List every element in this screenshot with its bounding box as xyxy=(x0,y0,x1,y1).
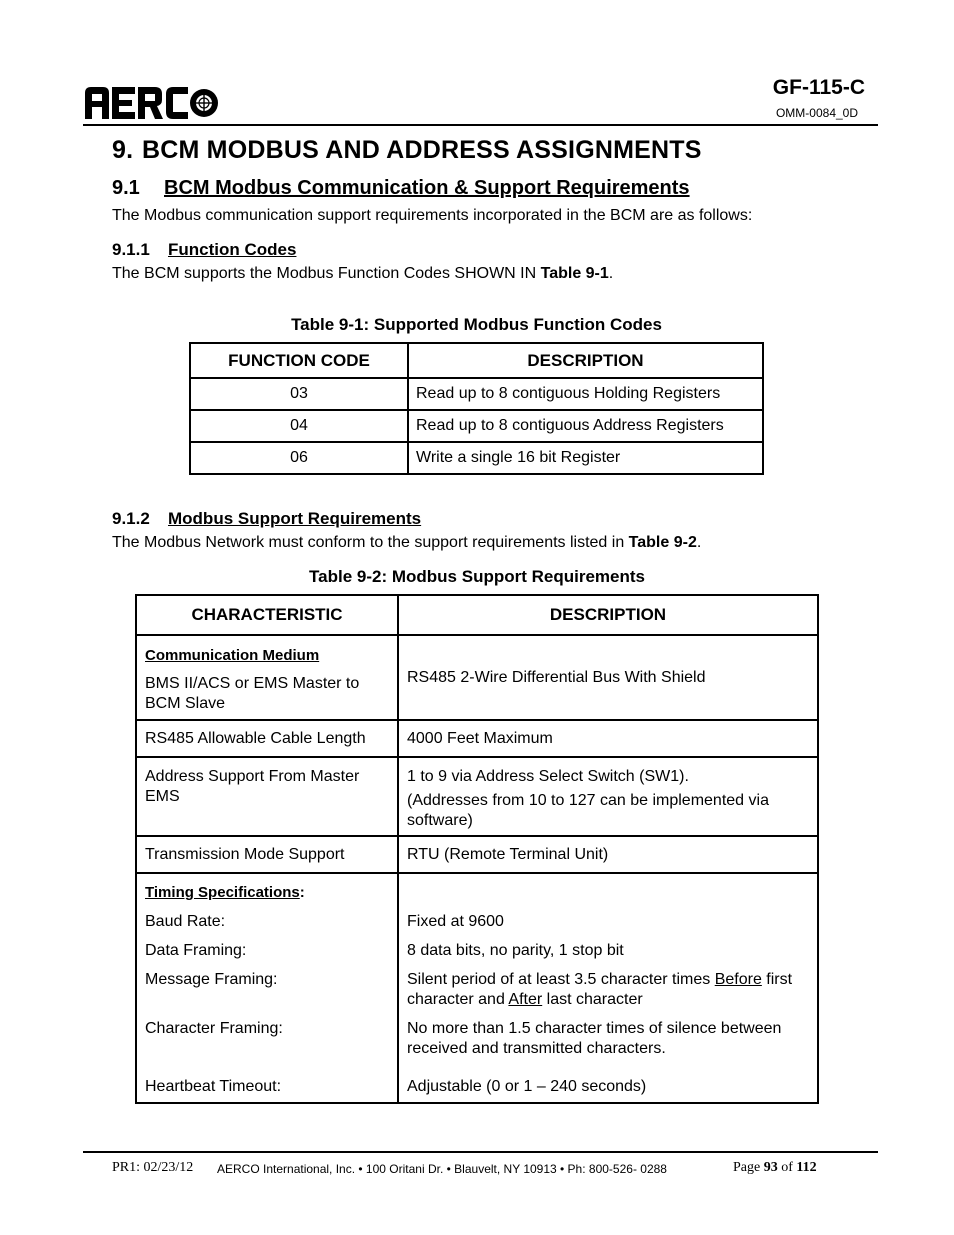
support-requirements-paragraph xyxy=(112,534,701,552)
description-cell: Read up to 8 contiguous Address Registers xyxy=(408,410,763,442)
table-row xyxy=(136,635,818,720)
paragraph-text: The BCM supports the Modbus Function Codes SHOWN IN xyxy=(112,265,541,282)
heartbeat-timeout-label: Heartbeat Timeout: xyxy=(145,1078,282,1095)
function-code-cell: 03 xyxy=(190,378,408,410)
timing-heading-text: Timing Specifications xyxy=(145,884,300,901)
header-characteristic: CHARACTERISTIC xyxy=(136,595,398,635)
subsection-title-support-requirements xyxy=(112,509,421,529)
characteristic-cell: Transmission Mode Support xyxy=(136,836,398,873)
chapter-number: 9. xyxy=(112,136,134,164)
address-range-text: 1 to 9 via Address Select Switch (SW1). xyxy=(407,768,689,785)
paragraph-end: . xyxy=(696,534,702,551)
characteristic-cell xyxy=(136,635,398,720)
aerco-logo xyxy=(83,83,219,121)
section-title xyxy=(112,177,690,200)
footer-revision: PR1: 02/23/12 xyxy=(112,1160,194,1175)
footer-divider xyxy=(83,1151,878,1153)
page-word: Page xyxy=(733,1160,764,1175)
message-framing-text: Silent period of at least 3.5 character times xyxy=(407,971,715,988)
section-title-text: BCM Modbus Communication & Support Requirements xyxy=(164,177,690,199)
table-reference: Table 9-1 xyxy=(540,265,609,282)
header-function-code: FUNCTION CODE xyxy=(190,343,408,378)
message-framing-text: first character and xyxy=(407,971,793,1008)
heartbeat-timeout-value: Adjustable (0 or 1 – 240 seconds) xyxy=(407,1078,647,1095)
timing-heading xyxy=(145,883,391,912)
chapter-title-text: BCM MODBUS AND ADDRESS ASSIGNMENTS xyxy=(142,136,702,164)
aerco-logo-graphic xyxy=(83,83,219,121)
page-current: 93 xyxy=(763,1160,778,1175)
characteristic-cell xyxy=(136,873,398,1103)
characteristic-cell: Address Support From Master EMS xyxy=(136,757,398,836)
table-row xyxy=(190,378,763,410)
table-row xyxy=(136,720,818,757)
subsection-number: 9.1.2 xyxy=(112,509,150,528)
function-code-cell: 04 xyxy=(190,410,408,442)
message-framing-text: last character xyxy=(542,991,643,1008)
table-row xyxy=(136,836,818,873)
table-row xyxy=(136,873,818,1103)
description-cell: 4000 Feet Maximum xyxy=(398,720,818,757)
data-framing-label: Data Framing: xyxy=(145,942,247,959)
table-row xyxy=(136,757,818,836)
communication-medium-heading: Communication Medium xyxy=(145,647,320,664)
character-framing-value: No more than 1.5 character times of silence between received and transmitted characters. xyxy=(407,1020,782,1057)
table-header-row xyxy=(190,343,763,378)
description-cell: Write a single 16 bit Register xyxy=(408,442,763,474)
description-cell xyxy=(398,873,818,1103)
baud-rate-label: Baud Rate: xyxy=(145,913,226,930)
subsection-title-function-codes xyxy=(112,240,296,260)
before-emphasis: Before xyxy=(714,971,762,988)
table-row xyxy=(190,442,763,474)
function-codes-table xyxy=(189,342,764,475)
table-reference: Table 9-2 xyxy=(628,534,697,551)
support-requirements-table xyxy=(135,594,819,1104)
section-intro: The Modbus communication support requirements incorporated in the BCM are as follows: xyxy=(112,207,753,224)
character-framing-label: Character Framing: xyxy=(145,1020,283,1037)
description-cell: RS485 2-Wire Differential Bus With Shield xyxy=(398,635,818,720)
page-number xyxy=(733,1160,817,1176)
paragraph-text: The Modbus Network must conform to the support requirements listed in xyxy=(112,534,629,551)
document-revision: OMM-0084_0D xyxy=(775,106,858,120)
baud-rate-value: Fixed at 9600 xyxy=(407,913,504,930)
address-extended-text: (Addresses from 10 to 127 can be implemented via software) xyxy=(407,792,769,829)
footer-company-info: AERCO International, Inc. • 100 Oritani Dr. • Blauvelt, NY 10913 • Ph: 800-526- 0288 xyxy=(217,1162,667,1176)
description-cell: Read up to 8 contiguous Holding Registers xyxy=(408,378,763,410)
section-number: 9.1 xyxy=(112,177,140,199)
data-framing-value: 8 data bits, no parity, 1 stop bit xyxy=(407,942,624,959)
chapter-title xyxy=(112,136,702,165)
message-framing-value xyxy=(407,970,811,1019)
header-description: DESCRIPTION xyxy=(398,595,818,635)
message-framing-label: Message Framing: xyxy=(145,971,278,988)
header-description: DESCRIPTION xyxy=(408,343,763,378)
header-divider xyxy=(83,124,878,126)
paragraph-end: . xyxy=(608,265,614,282)
subsection-title-text: Modbus Support Requirements xyxy=(168,509,422,528)
subsection-number: 9.1.1 xyxy=(112,240,150,259)
document-code: GF-115-C xyxy=(772,76,865,99)
subsection-title-text: Function Codes xyxy=(168,240,297,259)
after-emphasis: After xyxy=(508,991,543,1008)
function-codes-paragraph xyxy=(112,265,613,283)
description-cell: RTU (Remote Terminal Unit) xyxy=(398,836,818,873)
table-header-row xyxy=(136,595,818,635)
description-cell xyxy=(398,757,818,836)
table-row xyxy=(190,410,763,442)
communication-medium-text: BMS II/ACS or EMS Master to BCM Slave xyxy=(145,675,360,712)
function-code-cell: 06 xyxy=(190,442,408,474)
timing-spacer xyxy=(407,883,811,912)
page-total: 112 xyxy=(796,1160,817,1175)
table2-caption: Table 9-2: Modbus Support Requirements xyxy=(309,567,645,586)
table1-caption: Table 9-1: Supported Modbus Function Codes xyxy=(291,315,662,334)
characteristic-cell: RS485 Allowable Cable Length xyxy=(136,720,398,757)
timing-heading-colon: : xyxy=(299,884,305,901)
of-word: of xyxy=(777,1160,797,1175)
